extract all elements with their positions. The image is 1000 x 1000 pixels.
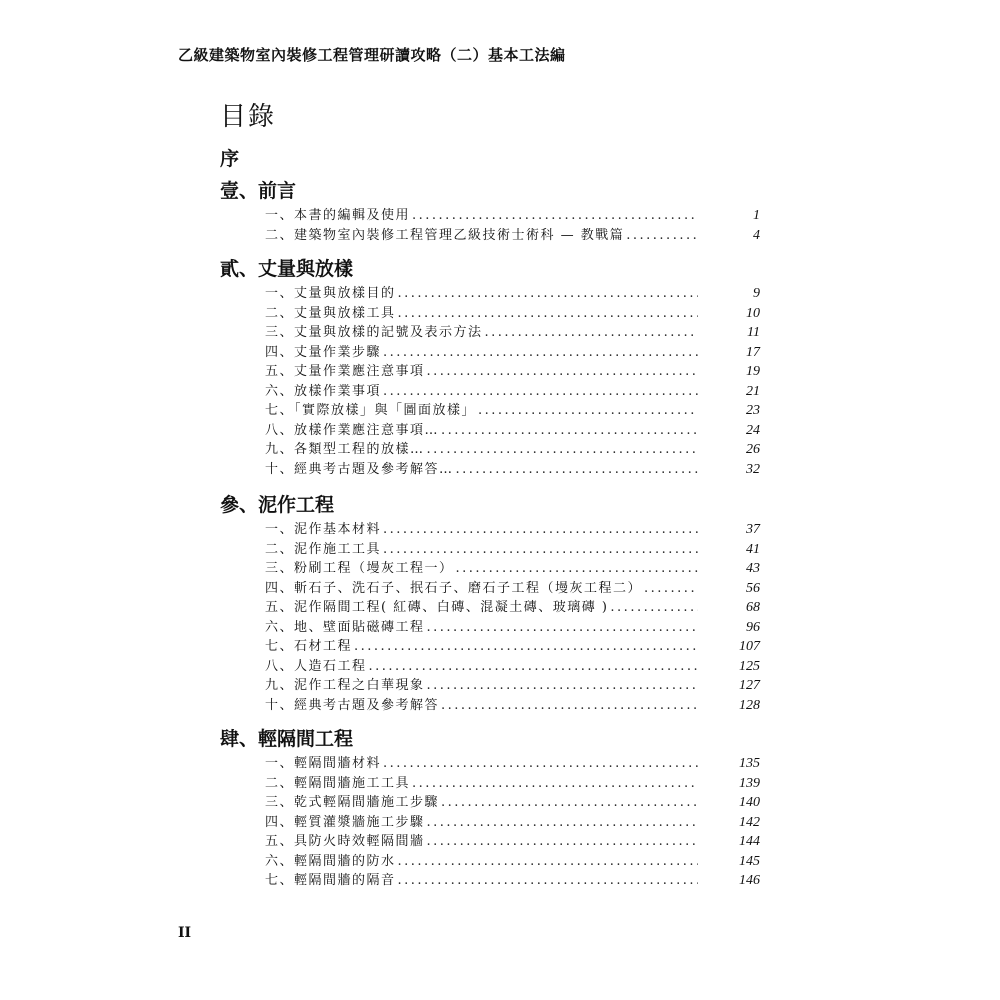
entry-label: 七、「實際放樣」與「圖面放樣」 xyxy=(265,403,477,418)
dot-leader xyxy=(427,362,698,382)
toc-entry xyxy=(265,598,760,618)
dot-leader xyxy=(441,421,698,441)
toc-entry xyxy=(265,343,760,363)
chapter-entries xyxy=(265,284,760,479)
dot-leader xyxy=(485,323,698,343)
entry-page-number: 9 xyxy=(753,286,760,301)
toc-entry xyxy=(265,401,760,421)
preface-heading: 序 xyxy=(220,148,240,170)
toc-entry xyxy=(265,323,760,343)
entry-page-number: 4 xyxy=(753,227,760,243)
entry-page-number: 41 xyxy=(746,541,760,557)
dot-leader xyxy=(412,206,698,226)
toc-entry xyxy=(265,460,760,480)
toc-entry xyxy=(265,382,760,402)
toc-entry xyxy=(265,676,760,696)
entry-label: 八、人造石工程 xyxy=(265,658,367,674)
entry-page-number: 23 xyxy=(746,403,760,418)
entry-label: 五、具防火時效輕隔間牆 xyxy=(265,834,425,849)
entry-page-number: 125 xyxy=(739,658,760,674)
entry-page-number: 146 xyxy=(739,873,760,888)
entry-label: 三、乾式輕隔間牆施工步驟 xyxy=(265,795,440,810)
dot-leader xyxy=(369,657,698,677)
entry-page-number: 144 xyxy=(739,834,760,849)
dot-leader xyxy=(456,559,698,579)
entry-page-number: 96 xyxy=(746,619,760,635)
chapter-title: 壹、前言 xyxy=(220,180,297,202)
entry-label: 六、放樣作業事項 xyxy=(265,383,382,399)
chapter-section xyxy=(220,256,760,479)
entry-label: 五、泥作隔間工程( 紅磚、白磚、混凝土磚、玻璃磚 ) xyxy=(265,600,609,615)
entry-label: 二、建築物室內裝修工程管理乙級技術士術科 — 教戰篇 xyxy=(265,227,625,243)
entry-label: 一、輕隔間牆材料 xyxy=(265,756,382,771)
dot-leader xyxy=(427,832,698,852)
entry-label: 七、石材工程 xyxy=(265,639,353,654)
dot-leader xyxy=(398,852,698,872)
entry-label: 二、泥作施工工具 xyxy=(265,541,382,557)
entry-label: 四、輕質灌漿牆施工步驟 xyxy=(265,814,425,830)
dot-leader xyxy=(427,618,698,638)
entry-page-number: 26 xyxy=(746,442,760,457)
toc-entry xyxy=(265,696,760,716)
toc-entry xyxy=(265,871,760,891)
toc-entry xyxy=(265,813,760,833)
chapter-entries xyxy=(265,206,760,245)
chapter-entries xyxy=(265,520,760,715)
toc-entry xyxy=(265,284,760,304)
dot-leader xyxy=(427,813,698,833)
entry-label: 四、斬石子、洗石子、抿石子、磨石子工程（墁灰工程二） xyxy=(265,580,643,596)
entry-label: 四、丈量作業步驟 xyxy=(265,344,382,360)
dot-leader xyxy=(398,284,698,304)
dot-leader xyxy=(610,598,698,618)
entry-page-number: 21 xyxy=(746,383,760,399)
entry-page-number: 17 xyxy=(746,344,760,360)
entry-label: 三、粉刷工程（墁灰工程一） xyxy=(265,561,454,576)
entry-page-number: 1 xyxy=(753,208,760,223)
dot-leader xyxy=(398,871,698,891)
running-header: 乙級建築物室內裝修工程管理研讀攻略（二）基本工法編 xyxy=(178,46,566,64)
dot-leader xyxy=(441,696,698,716)
dot-leader xyxy=(644,579,698,599)
dot-leader xyxy=(383,754,698,774)
chapter-title: 肆、輕隔間工程 xyxy=(220,728,354,750)
entry-label: 七、輕隔間牆的隔音 xyxy=(265,873,396,888)
dot-leader xyxy=(427,440,698,460)
page-title: 目錄 xyxy=(220,102,277,132)
entry-label: 二、丈量與放樣工具 xyxy=(265,305,396,321)
toc-entry xyxy=(265,559,760,579)
entry-page-number: 107 xyxy=(739,639,760,654)
entry-page-number: 140 xyxy=(739,795,760,810)
chapter-entries xyxy=(265,754,760,891)
entry-label: 二、輕隔間牆施工工具 xyxy=(265,775,411,791)
dot-leader xyxy=(383,520,698,540)
entry-page-number: 56 xyxy=(746,580,760,596)
toc-entry xyxy=(265,657,760,677)
toc-entry xyxy=(265,832,760,852)
dot-leader xyxy=(456,460,698,480)
chapter-section xyxy=(220,178,760,245)
entry-page-number: 68 xyxy=(746,600,760,615)
entry-page-number: 10 xyxy=(746,305,760,321)
page-number: II xyxy=(178,925,192,941)
entry-label: 十、經典考古題及參考解答 xyxy=(265,697,440,713)
entry-page-number: 37 xyxy=(746,522,760,537)
entry-label: 八、放樣作業應注意事項… xyxy=(265,422,440,438)
toc-entry xyxy=(265,637,760,657)
entry-page-number: 135 xyxy=(739,756,760,771)
toc-entry xyxy=(265,421,760,441)
toc-entry xyxy=(265,362,760,382)
entry-label: 九、各類型工程的放樣… xyxy=(265,442,425,457)
entry-page-number: 142 xyxy=(739,814,760,830)
entry-page-number: 24 xyxy=(746,422,760,438)
entry-label: 九、泥作工程之白華現象 xyxy=(265,678,425,693)
entry-label: 五、丈量作業應注意事項 xyxy=(265,364,425,379)
toc-entry xyxy=(265,618,760,638)
toc-entry xyxy=(265,852,760,872)
entry-label: 一、本書的編輯及使用 xyxy=(265,208,411,223)
toc-entry xyxy=(265,304,760,324)
toc-entry xyxy=(265,579,760,599)
dot-leader xyxy=(441,793,698,813)
entry-page-number: 32 xyxy=(746,461,760,477)
toc-entry xyxy=(265,774,760,794)
entry-page-number: 139 xyxy=(739,775,760,791)
entry-label: 一、丈量與放樣目的 xyxy=(265,286,396,301)
dot-leader xyxy=(398,304,698,324)
chapter-section xyxy=(220,726,760,891)
entry-label: 三、丈量與放樣的記號及表示方法 xyxy=(265,325,483,340)
chapter-title: 貳、丈量與放樣 xyxy=(220,258,354,280)
dot-leader xyxy=(354,637,698,657)
entry-page-number: 128 xyxy=(739,697,760,713)
toc-entry xyxy=(265,206,760,226)
dot-leader xyxy=(383,382,698,402)
toc-entry xyxy=(265,520,760,540)
toc-entry xyxy=(265,226,760,246)
entry-page-number: 19 xyxy=(746,364,760,379)
dot-leader xyxy=(626,226,698,246)
entry-label: 六、輕隔間牆的防水 xyxy=(265,853,396,869)
dot-leader xyxy=(427,676,698,696)
entry-label: 一、泥作基本材料 xyxy=(265,522,382,537)
dot-leader xyxy=(412,774,698,794)
entry-page-number: 127 xyxy=(739,678,760,693)
toc-entry xyxy=(265,754,760,774)
toc-entry xyxy=(265,540,760,560)
entry-page-number: 11 xyxy=(747,325,760,340)
toc-entry xyxy=(265,793,760,813)
toc-entry xyxy=(265,440,760,460)
entry-label: 十、經典考古題及參考解答… xyxy=(265,461,454,477)
entry-label: 六、地、壁面貼磁磚工程 xyxy=(265,619,425,635)
dot-leader xyxy=(383,540,698,560)
dot-leader xyxy=(383,343,698,363)
chapter-section xyxy=(220,492,760,715)
chapter-title: 參、泥作工程 xyxy=(220,494,335,516)
dot-leader xyxy=(478,401,698,421)
entry-page-number: 145 xyxy=(739,853,760,869)
entry-page-number: 43 xyxy=(746,561,760,576)
